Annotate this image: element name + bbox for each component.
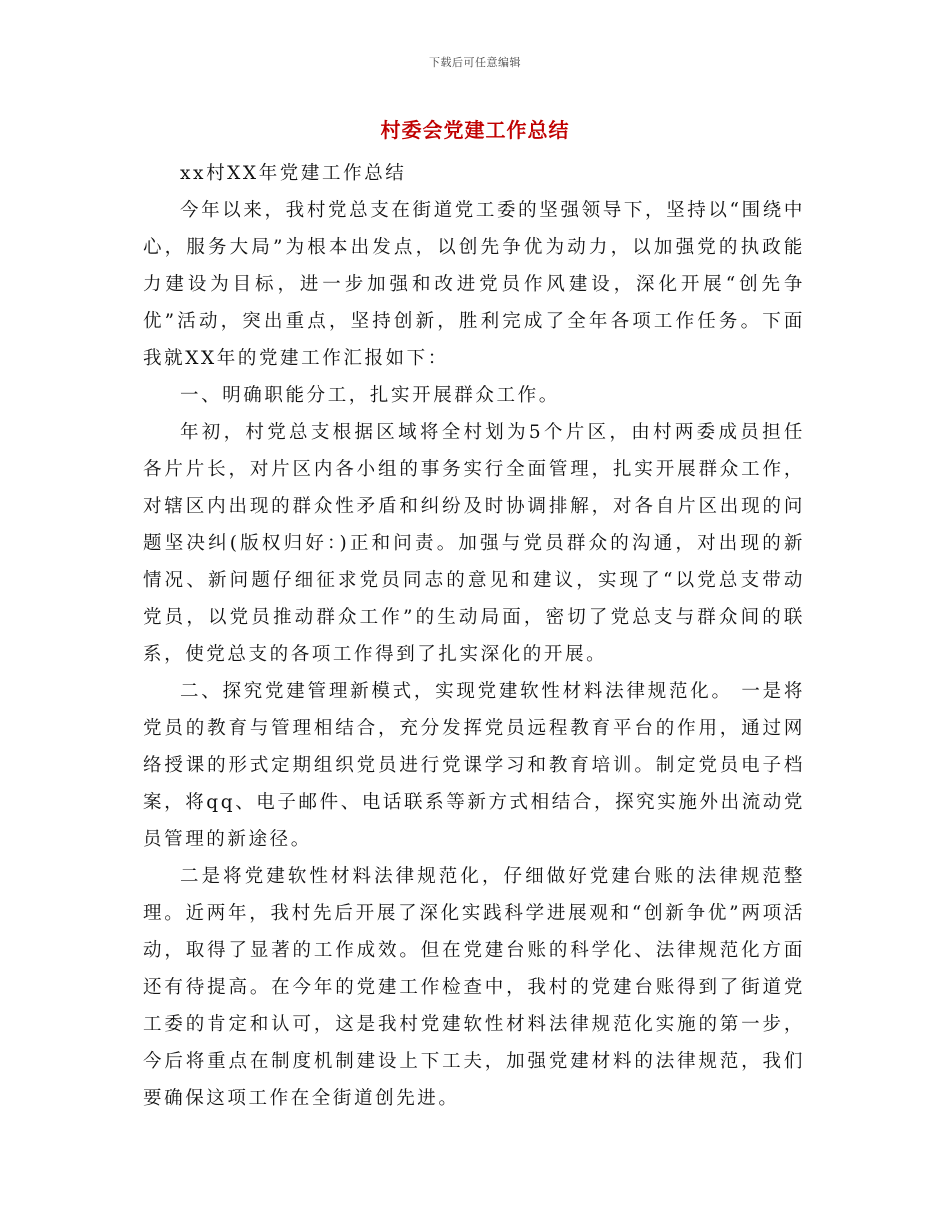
paragraph-section-2: 二、探究党建管理新模式，实现党建软性材料法律规范化。 一是将党员的教育与管理相结合，充分发挥党员远程教育平台的作用，通过网络授课的形式定期组织党员进行党课学习和教育培训。制定党员电子档案，将qq、电子邮件、电话联系等新方式相结合，探究实施外出流动党员管理的新途径。 <box>143 681 805 850</box>
paragraph-intro: 今年以来，我村党总支在街道党工委的坚强领导下，坚持以“围绕中心，服务大局”为根本出发点，以创先争优为动力，以加强党的执政能力建设为目标，进一步加强和改进党员作风建设，深化开展“创先争优”活动，突出重点，坚持创新，胜利完成了全年各项工作任务。下面我就XX年的党建工作汇报如下： <box>143 200 805 369</box>
paragraph-section-1: 年初，村党总支根据区域将全村划为5个片区，由村两委成员担任各片片长，对片区内各小组的事务实行全面管理，扎实开展群众工作，对辖区内出现的群众性矛盾和纠纷及时协调排解，对各自片区出现的问题坚决纠(版权归好：)正和问责。加强与党员群众的沟通，对出现的新情况、新问题仔细征求党员同志的意见和建议，实现了“以党总支带动党员，以党员推动群众工作”的生动局面，密切了党总支与群众间的联系，使党总支的各项工作得到了扎实深化的开展。 <box>143 422 805 665</box>
paragraph-subtitle: xx村XX年党建工作总结 <box>180 163 407 184</box>
header-note: 下载后可任意编辑 <box>429 56 521 69</box>
document-title: 村委会党建工作总结 <box>380 118 570 142</box>
document-body <box>143 155 805 1117</box>
paragraph-section-2-part-2: 二是将党建软性材料法律规范化，仔细做好党建台账的法律规范整理。近两年，我村先后开展了深化实践科学进展观和“创新争优”两项活动，取得了显著的工作成效。但在党建台账的科学化、法律规范化方面还有待提高。在今年的党建工作检查中，我村的党建台账得到了街道党工委的肯定和认可，这是我村党建软性材料法律规范化实施的第一步，今后将重点在制度机制建设上下工夫，加强党建材料的法律规范，我们要确保这项工作在全街道创先进。 <box>143 866 805 1109</box>
section-heading-1: 一、明确职能分工，扎实开展群众工作。 <box>180 385 560 406</box>
